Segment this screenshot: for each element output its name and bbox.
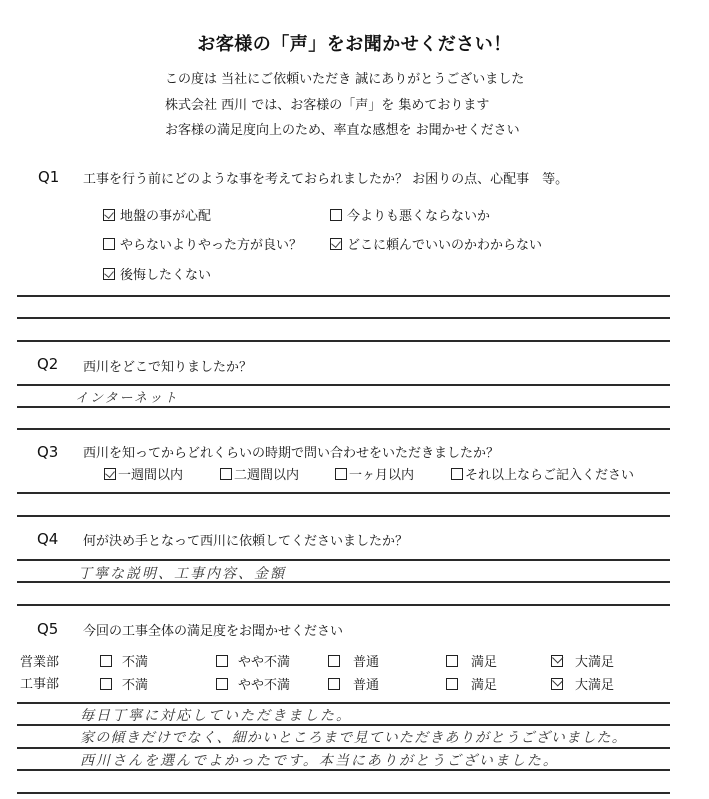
option-label: 不満 <box>122 655 149 670</box>
q5-construction-option-3[interactable] <box>328 674 379 693</box>
q2-question: 西川をどこで知りましたか？ <box>83 360 253 375</box>
q3-option-label: 二週間以内 <box>234 468 300 483</box>
page-title: お客様の「声」をお聞かせください！ <box>197 34 512 55</box>
answer-line <box>17 492 670 494</box>
checkbox-checked-icon[interactable] <box>330 238 342 250</box>
q5-comment-3[interactable]: 西川さんを選んでよかったです。本当にありがとうございました。 <box>80 753 559 769</box>
q1-option-4[interactable] <box>330 234 542 253</box>
q1-option-label: 後悔したくない <box>120 268 212 283</box>
answer-line <box>17 295 670 297</box>
q1-option-1[interactable] <box>103 205 211 224</box>
q3-option-4[interactable] <box>451 464 634 483</box>
q3-number: Q3 <box>37 443 59 461</box>
q4-answer[interactable]: 丁寧な説明、工事内容、金額 <box>78 566 286 582</box>
option-label: 普通 <box>353 655 380 670</box>
intro-line-1: この度は 当社にご依頼いただき 誠にありがとうございました <box>165 72 525 87</box>
q5-number: Q5 <box>37 620 59 638</box>
answer-line <box>17 384 670 386</box>
checkbox-icon[interactable] <box>330 209 342 221</box>
q2-answer[interactable]: インターネット <box>75 391 179 406</box>
q5-sales-option-2[interactable] <box>216 651 290 670</box>
checkbox-checked-icon[interactable] <box>103 209 115 221</box>
answer-line <box>17 581 670 583</box>
answer-line <box>17 559 670 561</box>
option-label: 満足 <box>471 678 498 693</box>
answer-line <box>17 340 670 342</box>
q1-option-2[interactable] <box>330 205 490 224</box>
checkbox-checked-icon[interactable] <box>104 468 116 480</box>
q5-construction-option-1[interactable] <box>100 674 148 693</box>
q3-option-label: 一週間以内 <box>118 468 184 483</box>
q5-sales-option-1[interactable] <box>100 651 148 670</box>
answer-line <box>17 604 670 606</box>
answer-line <box>17 406 670 408</box>
checkbox-icon[interactable] <box>103 238 115 250</box>
checkbox-icon[interactable] <box>220 468 232 480</box>
q4-number: Q4 <box>37 530 59 548</box>
q5-dept-construction: 工事部 <box>20 677 60 692</box>
q1-number: Q1 <box>38 168 60 186</box>
q5-sales-option-3[interactable] <box>328 651 379 670</box>
checkbox-checked-icon[interactable] <box>551 678 563 690</box>
q5-comment-1[interactable]: 毎日丁寧に対応していただきました。 <box>80 708 352 724</box>
answer-line <box>17 769 670 771</box>
q2-number: Q2 <box>37 355 59 373</box>
checkbox-icon[interactable] <box>446 678 458 690</box>
checkbox-icon[interactable] <box>100 678 112 690</box>
q4-question: 何が決め手となって西川に依頼してくださいましたか？ <box>83 534 409 549</box>
option-label: 不満 <box>122 678 149 693</box>
q1-option-label: どこに頼んでいいのかわからない <box>347 238 543 253</box>
q3-option-label: 一ヶ月以内 <box>349 468 415 483</box>
checkbox-icon[interactable] <box>335 468 347 480</box>
checkbox-icon[interactable] <box>451 468 463 480</box>
q1-option-label: やらないよりやった方が良い？ <box>120 238 303 253</box>
checkbox-icon[interactable] <box>100 655 112 667</box>
answer-line <box>17 747 670 749</box>
q5-comment-2[interactable]: 家の傾きだけでなく、細かいところまで見ていただきありがとうございました。 <box>80 730 627 746</box>
checkbox-icon[interactable] <box>216 655 228 667</box>
q5-construction-option-2[interactable] <box>216 674 290 693</box>
q1-option-3[interactable] <box>103 234 302 253</box>
q5-question: 今回の工事全体の満足度をお聞かせください <box>83 624 344 639</box>
q5-construction-option-4[interactable] <box>446 674 497 693</box>
checkbox-icon[interactable] <box>216 678 228 690</box>
checkbox-icon[interactable] <box>328 655 340 667</box>
q5-sales-option-5[interactable] <box>551 651 614 670</box>
q3-option-1[interactable] <box>104 464 183 483</box>
q1-option-label: 今よりも悪くならないか <box>347 209 491 224</box>
intro-line-2: 株式会社 西川 では、お客様の「声」を 集めております <box>165 98 490 113</box>
q1-option-label: 地盤の事が心配 <box>120 209 212 224</box>
intro-line-3: お客様の満足度向上のため、率直な感想を お聞かせください <box>165 123 520 138</box>
answer-line <box>17 792 670 794</box>
option-label: 普通 <box>353 678 380 693</box>
checkbox-icon[interactable] <box>446 655 458 667</box>
q1-option-5[interactable] <box>103 264 211 283</box>
q3-option-2[interactable] <box>220 464 299 483</box>
q3-option-label: それ以上ならご記入ください <box>465 468 635 483</box>
option-label: 満足 <box>471 655 498 670</box>
answer-line <box>17 724 670 726</box>
answer-line <box>17 702 670 704</box>
answer-line <box>17 317 670 319</box>
q5-construction-option-5[interactable] <box>551 674 614 693</box>
option-label: 大満足 <box>575 678 615 693</box>
q3-option-3[interactable] <box>335 464 414 483</box>
option-label: やや不満 <box>238 655 291 670</box>
option-label: やや不満 <box>238 678 291 693</box>
q1-question: 工事を行う前にどのような事を考えておられましたか？ お困りの点、心配事 等。 <box>83 172 569 187</box>
q5-dept-sales: 営業部 <box>20 655 60 670</box>
checkbox-checked-icon[interactable] <box>103 268 115 280</box>
option-label: 大満足 <box>575 655 615 670</box>
q3-question: 西川を知ってからどれくらいの時期で問い合わせをいただきましたか？ <box>83 446 500 461</box>
checkbox-checked-icon[interactable] <box>551 655 563 667</box>
checkbox-icon[interactable] <box>328 678 340 690</box>
answer-line <box>17 515 670 517</box>
q5-sales-option-4[interactable] <box>446 651 497 670</box>
answer-line <box>17 428 670 430</box>
